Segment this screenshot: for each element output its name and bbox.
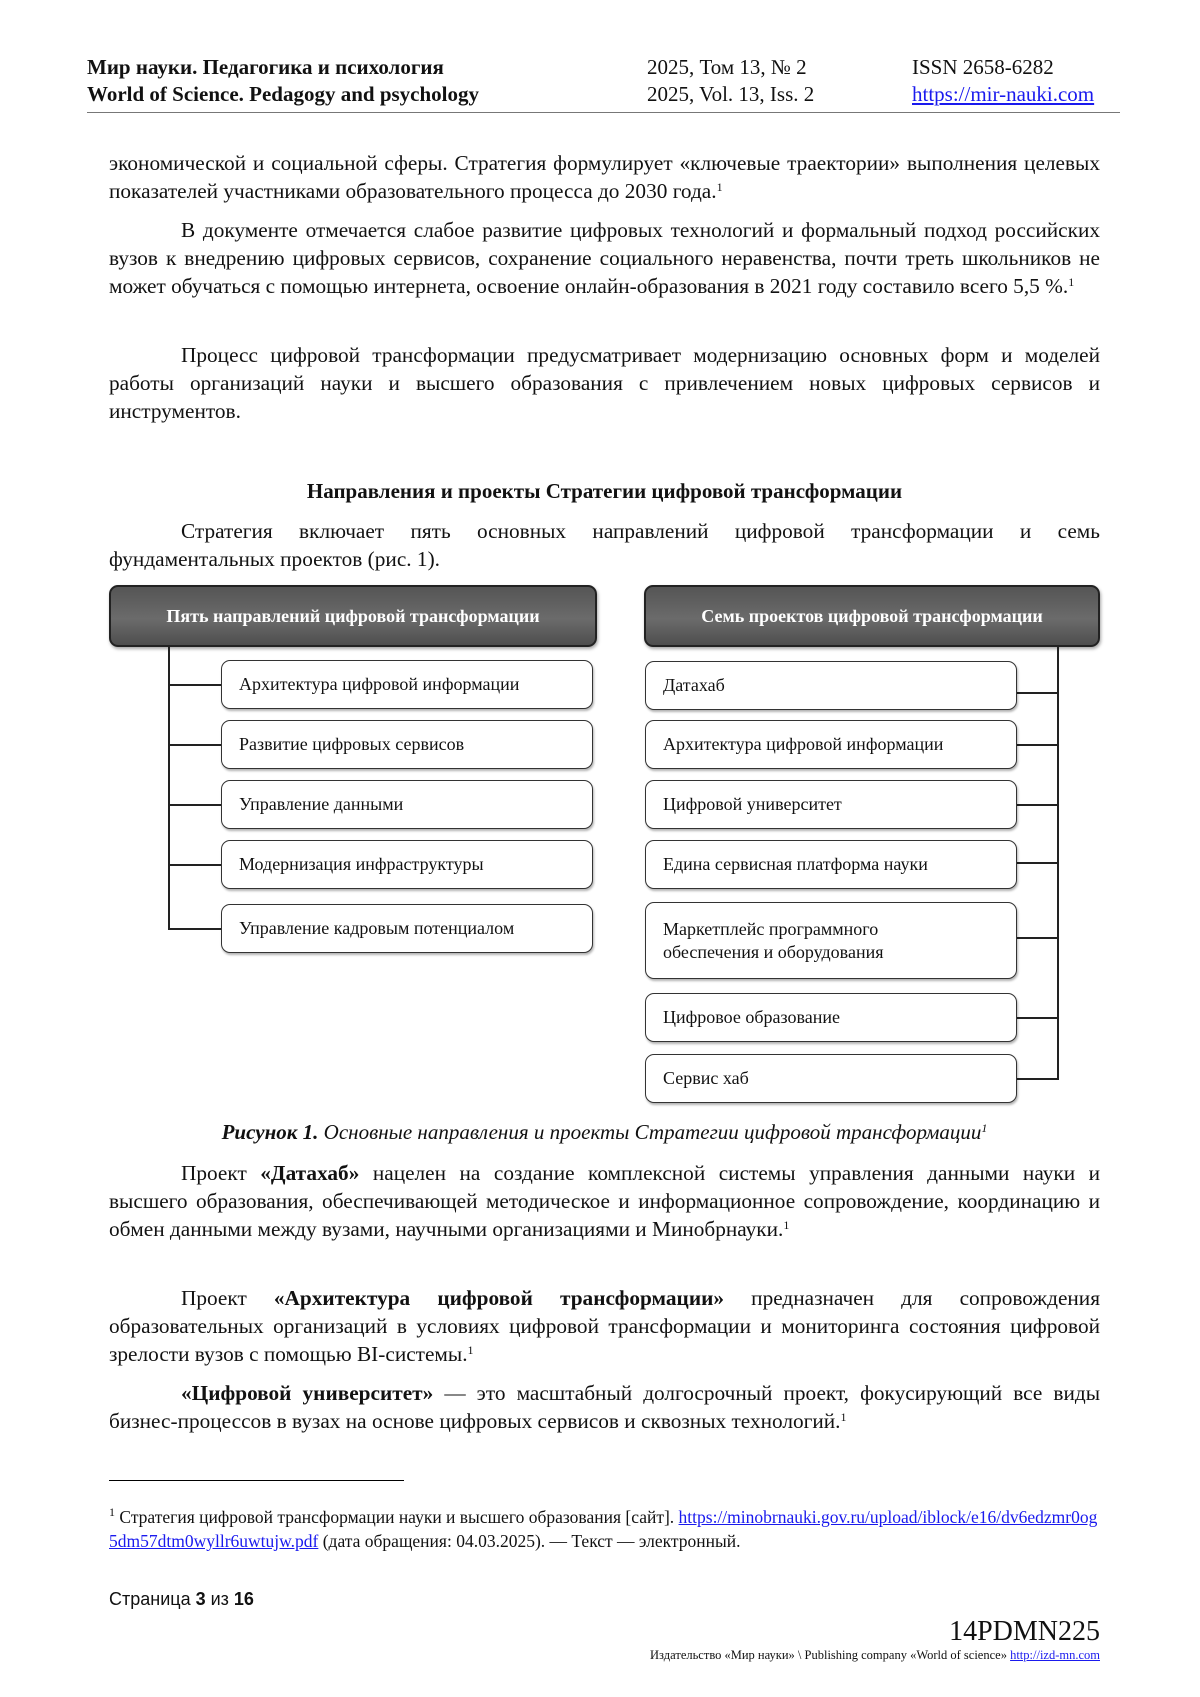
left-connector-trunk: [168, 646, 170, 930]
connector: [168, 928, 221, 930]
footnote-number: 1: [109, 1505, 115, 1519]
publisher-line: [650, 1648, 1100, 1663]
footnote-ref[interactable]: 1: [1068, 275, 1075, 289]
section-heading: Направления и проекты Стратегии цифровой трансформации: [306, 479, 903, 503]
right-header-box: Семь проектов цифровой трансформации: [644, 585, 1100, 647]
header-divider: [87, 112, 1120, 113]
project-box: Датахаб: [645, 661, 1017, 710]
connector: [168, 744, 221, 746]
connector: [1017, 937, 1059, 939]
paragraph-text: Стратегия включает пять основных направлений цифровой трансформации и семь фундаментальных проектов (рис. 1).: [109, 519, 1100, 571]
direction-box: Управление кадровым потенциалом: [221, 904, 593, 953]
paragraph-text: экономической и социальной сферы. Стратегия формулирует «ключевые траектории» выполнения целевых показателей участниками образовательного процесса до 2030 года.: [109, 151, 1100, 203]
footnote-ref[interactable]: 1: [783, 1218, 790, 1232]
project-box: Архитектура цифровой информации: [645, 720, 1017, 769]
direction-box: Управление данными: [221, 780, 593, 829]
connector: [1017, 862, 1059, 864]
caption-text: Основные направления и проекты Стратегии цифровой трансформации: [318, 1120, 982, 1144]
article-code: 14PDMN225: [949, 1616, 1100, 1647]
paragraph-6: [109, 1284, 1100, 1368]
connector: [1017, 692, 1059, 694]
footnote-ref[interactable]: 1: [840, 1410, 847, 1424]
total-pages: 16: [233, 1589, 254, 1609]
page-label: Страница: [109, 1589, 196, 1609]
paragraph-3: [109, 341, 1100, 425]
left-header-box: Пять направлений цифровой трансформации: [109, 585, 597, 647]
project-box: Сервис хаб: [645, 1054, 1017, 1103]
figure-caption: [109, 1118, 1100, 1146]
footnote-ref[interactable]: 1: [716, 180, 723, 194]
connector: [168, 684, 221, 686]
project-box: Цифровое образование: [645, 993, 1017, 1042]
project-box: Маркетплейс программного обеспечения и оборудования: [645, 902, 1017, 979]
paragraph-2: [109, 216, 1100, 300]
paragraph-1: [109, 149, 1100, 205]
paragraph-text: Проект: [181, 1161, 261, 1185]
direction-box: Модернизация инфраструктуры: [221, 840, 593, 889]
paragraph-text: — это масштабный долгосрочный проект, фокусирующий все виды бизнес-процессов в вузах на основе цифровых сервисов и сквозных технологий.: [109, 1381, 1101, 1433]
paragraph-text: нацелен на создание комплексной системы управления данными науки и высшего образования, обеспечивающей методическое и информационное сопровождение, координацию и обмен данными между вузами, научными организациями и Минобрнауки.: [109, 1161, 1100, 1241]
project-box: Цифровой университет: [645, 780, 1017, 829]
connector: [1017, 744, 1059, 746]
paragraph-text: Процесс цифровой трансформации предусматривает модернизацию основных форм и моделей работы организаций науки и высшего образования с привлечением новых цифровых сервисов и инструментов.: [109, 343, 1100, 423]
paragraph-text: предназначен для сопровождения образовательных организаций в условиях цифровой трансформации и мониторинга состояния цифровой зрелости вузов с помощью BI-системы.: [109, 1286, 1100, 1366]
project-name: «Цифровой университет»: [181, 1381, 434, 1405]
page-number: [109, 1589, 254, 1610]
journal-title-en: World of Science. Pedagogy and psychology: [87, 82, 480, 106]
caption-label: Рисунок 1.: [221, 1120, 319, 1144]
footnote-text: Стратегия цифровой трансформации науки и высшего образования [сайт].: [115, 1507, 679, 1527]
issn: ISSN 2658-6282: [912, 55, 1054, 79]
footnote-ref[interactable]: 1: [981, 1121, 988, 1135]
direction-box: Архитектура цифровой информации: [221, 660, 593, 709]
connector: [1017, 1078, 1059, 1080]
footnote-ref[interactable]: 1: [467, 1343, 474, 1357]
project-name: «Архитектура цифровой трансформации»: [273, 1286, 725, 1310]
publisher-text: Издательство «Мир науки» \ Publishing company «World of science»: [650, 1648, 1011, 1662]
project-name: «Датахаб»: [260, 1161, 360, 1185]
footnote-separator: [109, 1480, 404, 1481]
paragraph-7: [109, 1379, 1100, 1435]
paragraph-5: [109, 1159, 1100, 1243]
paragraph-text: Проект: [181, 1286, 274, 1310]
paragraph-text: В документе отмечается слабое развитие цифровых технологий и формальный подход российских вузов к внедрению цифровых сервисов, сохранение социального неравенства, почти треть школьников не может обучаться с помощью интернета, освоение онлайн-образования в 2021 году составило всего 5,5 %.: [109, 218, 1100, 298]
connector: [168, 864, 221, 866]
footnote-text: (дата обращения: 04.03.2025). — Текст — электронный.: [318, 1531, 741, 1551]
connector: [168, 804, 221, 806]
footnote-link[interactable]: https://minobrnauki.gov.ru/upload/iblock/e16/dv6edzmr0og5dm57dtm0wyllr6uwtujw.pdf: [109, 1507, 1098, 1551]
footnote: [109, 1505, 1100, 1553]
journal-title-ru: Мир науки. Педагогика и психология: [87, 55, 444, 79]
current-page: 3: [195, 1589, 206, 1609]
publisher-link[interactable]: http://izd-mn.com: [1010, 1648, 1100, 1662]
issue-ru: 2025, Том 13, № 2: [647, 55, 807, 79]
direction-box: Развитие цифровых сервисов: [221, 720, 593, 769]
journal-site-link[interactable]: https://mir-nauki.com: [912, 82, 1095, 106]
paragraph-4: [109, 517, 1100, 573]
project-box: Едина сервисная платформа науки: [645, 840, 1017, 889]
connector: [1017, 1017, 1059, 1019]
of-label: из: [205, 1589, 234, 1609]
connector: [1017, 804, 1059, 806]
issue-en: 2025, Vol. 13, Iss. 2: [647, 82, 815, 106]
